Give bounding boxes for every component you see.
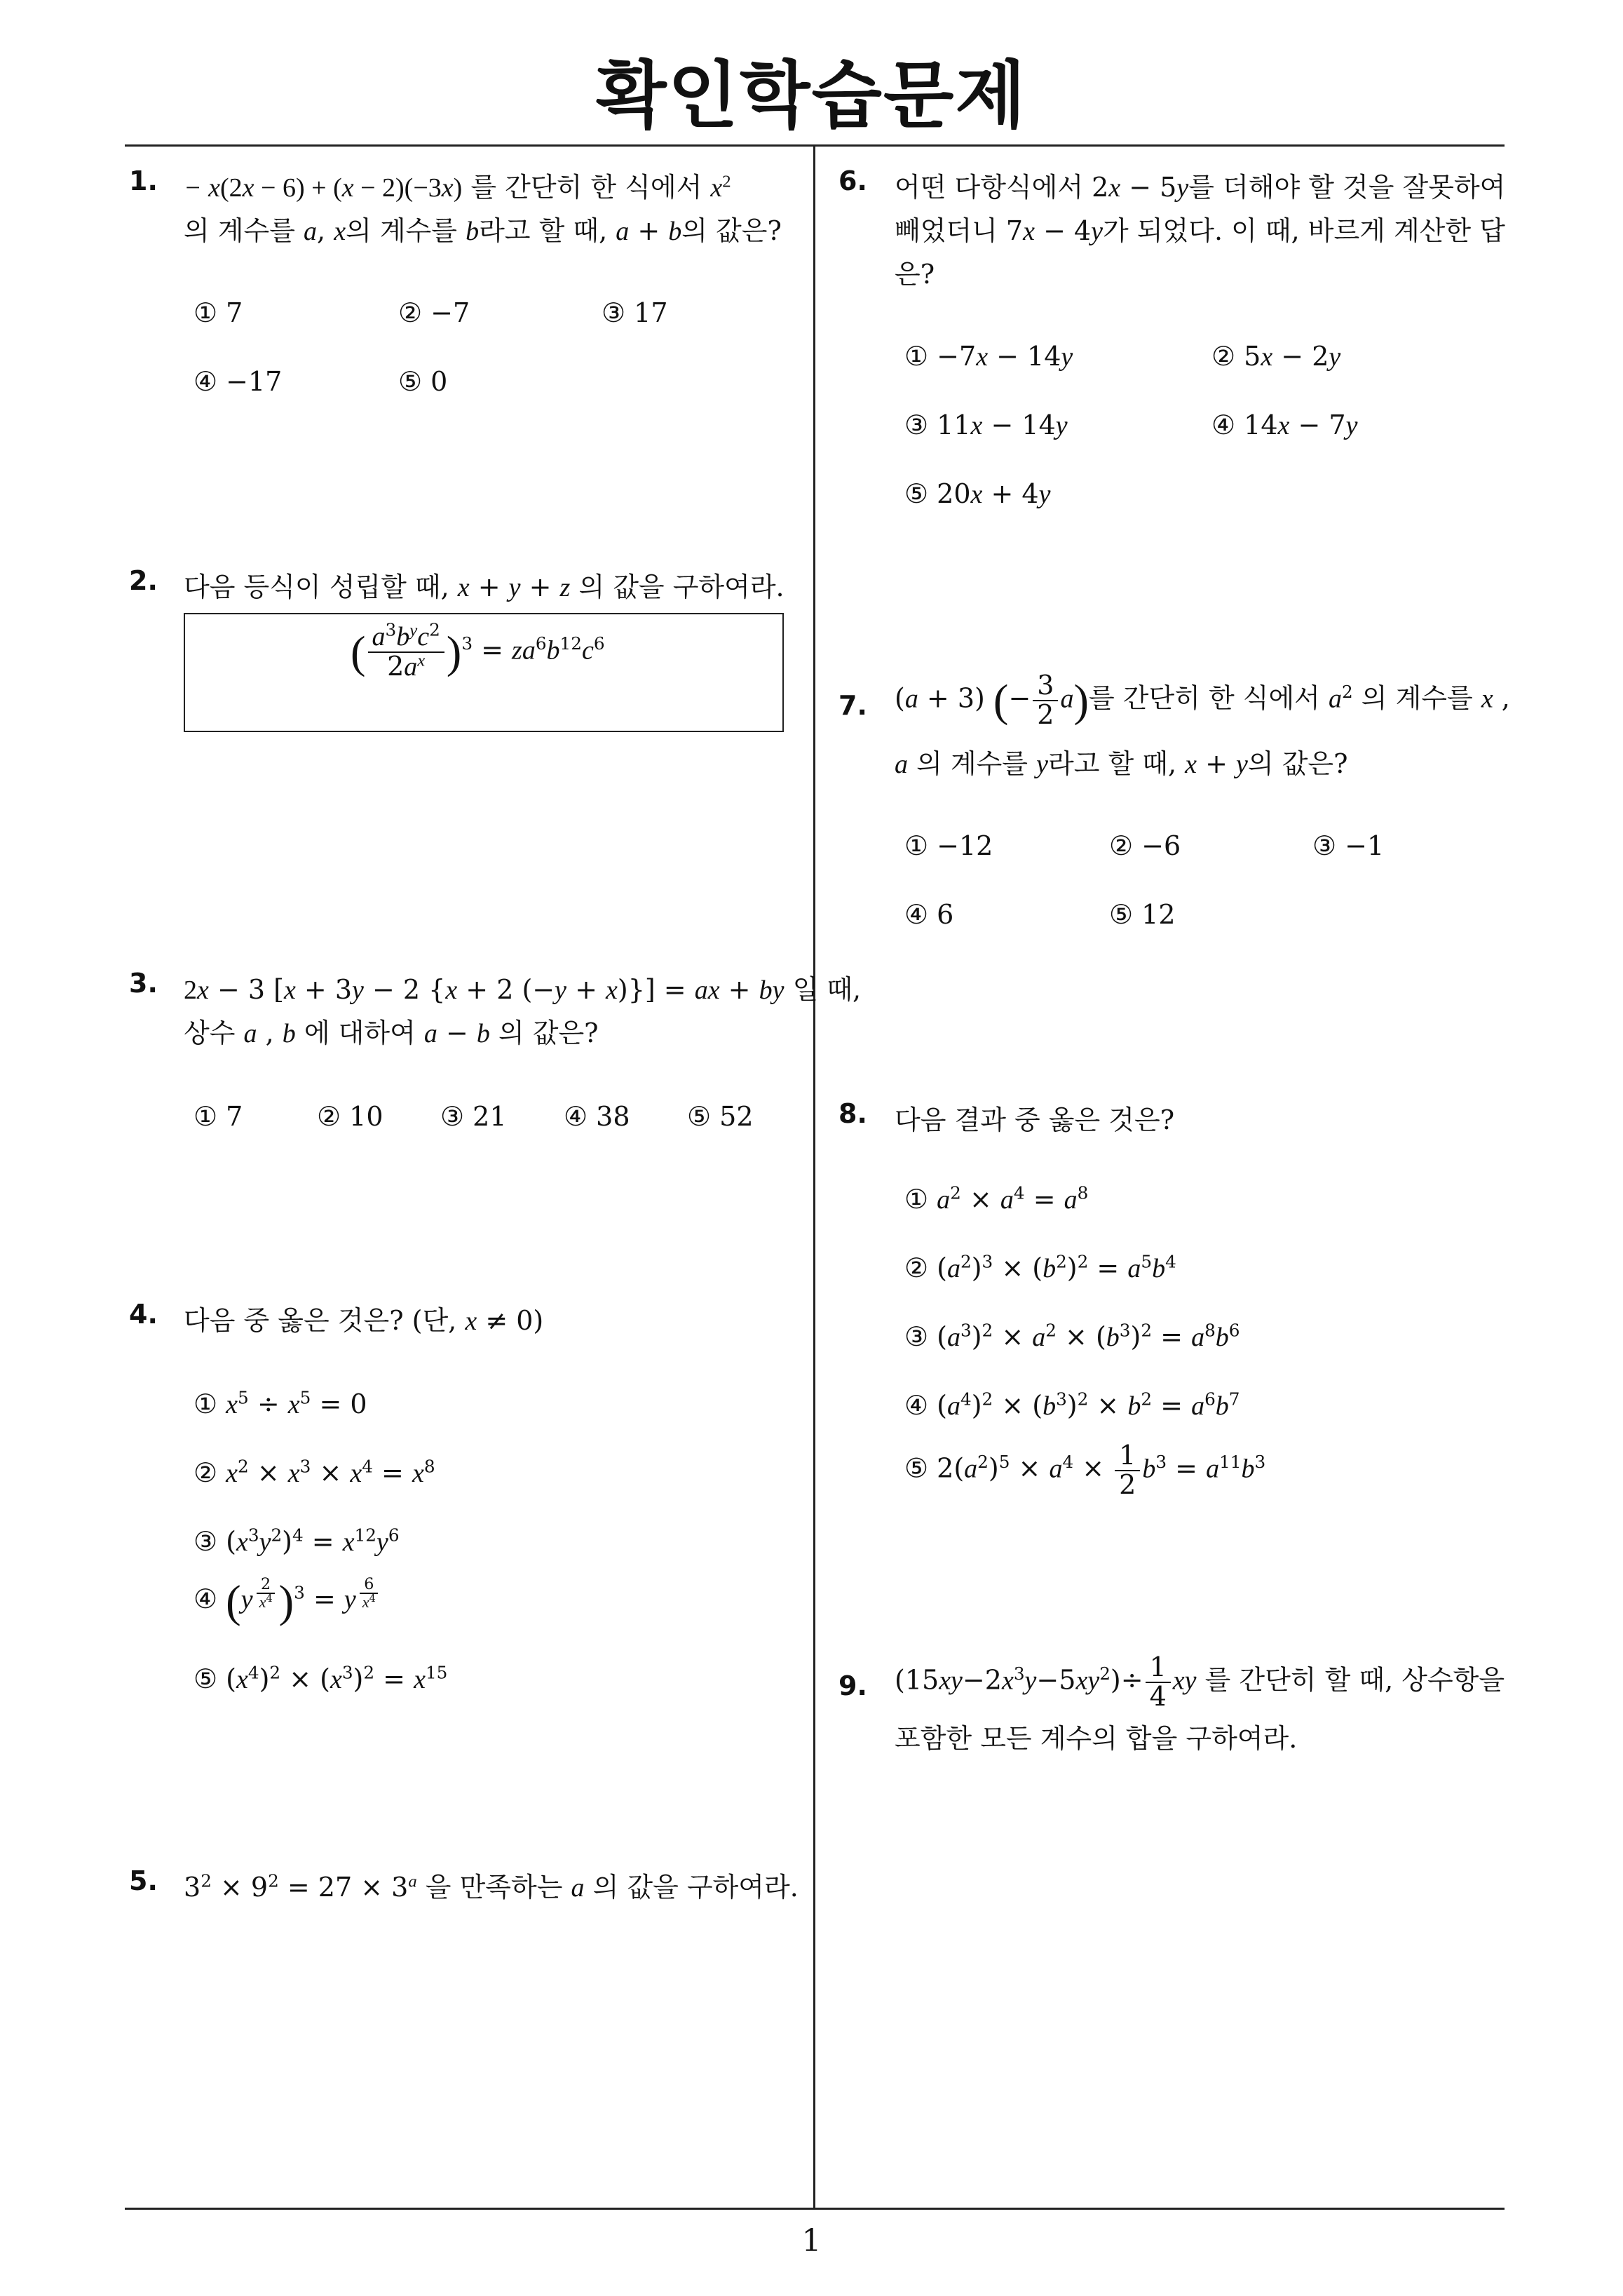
q4-option-3: ③ $(x^3y^2)^4 = x^{12}y^6$ bbox=[193, 1525, 400, 1557]
q2-line1: 다음 등식이 성립할 때, x + y + z 의 값을 구하여라. bbox=[184, 572, 785, 602]
q6-line3: 은? bbox=[895, 259, 935, 290]
q4-number: 4. bbox=[129, 1299, 158, 1330]
q1-expression: − x bbox=[184, 173, 221, 203]
q1-number: 1. bbox=[129, 166, 158, 196]
column-divider bbox=[813, 144, 815, 2208]
q2-number: 2. bbox=[129, 565, 158, 596]
q6-option-3: ③ 11x − 14y bbox=[904, 410, 1068, 440]
q4-option-4: ④ (y $^{\frac{2}{x^4}}$ )$^3$ = y $^{\frac{6}{x^4}}$ bbox=[193, 1575, 382, 1628]
q1-line2: 의 계수를 a, x의 계수를 b라고 할 때, a + b의 값은? bbox=[184, 215, 782, 246]
q3-option-5: ⑤ 52 bbox=[687, 1101, 754, 1132]
q1-option-2: ② −7 bbox=[398, 297, 470, 328]
q3-option-1: ① 7 bbox=[193, 1101, 243, 1132]
q4-option-2: ② $x^2 \times x^3 \times x^4 = x^8$ bbox=[193, 1456, 435, 1488]
q1-text1: 를 간단히 한 식에서 bbox=[470, 172, 702, 203]
q7-option-3: ③ −1 bbox=[1312, 830, 1385, 861]
q9-line1: $(15xy-2x^3y-5xy^2)\div$ $\frac{1}{4}$ xy 를 간단히 할 때, 상수항을 bbox=[895, 1652, 1505, 1712]
q6-option-4: ④ 14x − 7y bbox=[1211, 410, 1358, 440]
q8-option-2: ② $(a^2)^3 \times (b^2)^2 = a^5b^4$ bbox=[904, 1251, 1176, 1283]
q7-number: 7. bbox=[838, 690, 867, 721]
page-number: 1 bbox=[801, 2223, 822, 2259]
q1-option-4: ④ −17 bbox=[193, 366, 283, 397]
q5-line1: $3^2 \times 9^2 = 27 \times 3^a$ 을 만족하는 a 의 값을 구하여라. bbox=[184, 1870, 799, 1903]
q4-option-1: ① $x^5 \div x^5 = 0$ bbox=[193, 1387, 367, 1419]
q8-option-4: ④ $(a^4)^2 \times (b^3)^2 \times b^2 = a^6b^7$ bbox=[904, 1389, 1240, 1421]
q7-option-2: ② −6 bbox=[1109, 830, 1181, 861]
q1-option-5: ⑤ 0 bbox=[398, 366, 448, 397]
q6-option-2: ② 5x − 2y bbox=[1211, 341, 1341, 372]
q8-option-5: ⑤ $2(a^2)^5 \times a^4$ × $\frac{1}{2}$ $b^3 = a^{11}b^3$ bbox=[904, 1440, 1266, 1500]
q5-number: 5. bbox=[129, 1865, 158, 1896]
q6-option-5: ⑤ 20x + 4y bbox=[904, 478, 1051, 509]
q9-number: 9. bbox=[838, 1670, 867, 1701]
q3-option-4: ④ 38 bbox=[564, 1101, 630, 1132]
q7-line2: a 의 계수를 y라고 할 때, x + y의 값은? bbox=[895, 748, 1348, 779]
q6-number: 6. bbox=[838, 166, 867, 196]
q4-option-5: ⑤ $(x^4)^2 \times (x^3)^2 = x^{15}$ bbox=[193, 1662, 448, 1694]
q6-line2: 빼었더니 7x − 4y가 되었다. 이 때, 바르게 계산한 답 bbox=[895, 215, 1505, 246]
q7-line1: (a + 3) (− $\frac{3}{2}$ a)를 간단히 한 식에서 $a^2$ 의 계수를 x , bbox=[895, 670, 1510, 730]
q3-option-2: ② 10 bbox=[317, 1101, 383, 1132]
q7-option-4: ④ 6 bbox=[904, 899, 954, 930]
q8-option-1: ① $a^2 \times a^4 = a^8$ bbox=[904, 1182, 1089, 1215]
q3-line2: 상수 a , b 에 대하여 a − b 의 값은? bbox=[184, 1018, 599, 1048]
q1-line1: − x(2x − 6) + (x − 2)(−3x) 를 간단히 한 식에서 $x^2$ bbox=[184, 172, 731, 203]
q8-number: 8. bbox=[838, 1098, 867, 1129]
q8-line1: 다음 결과 중 옳은 것은? bbox=[895, 1105, 1175, 1135]
q3-line1: 2x − 3 [x + 3y − 2 {x + 2 (−y + x)}] = ax + by 일 때, bbox=[184, 974, 862, 1005]
q8-option-3: ③ $(a^3)^2 \times a^2 \times (b^3)^2 = a^8b^6$ bbox=[904, 1320, 1240, 1352]
q7-option-5: ⑤ 12 bbox=[1109, 899, 1176, 930]
page-title: 확인학습문제 bbox=[596, 53, 1027, 138]
q4-line1: 다음 중 옳은 것은? (단, x ≠ 0) bbox=[184, 1305, 544, 1336]
q6-option-1: ① −7x − 14y bbox=[904, 341, 1073, 372]
bottom-rule bbox=[125, 2208, 1505, 2210]
q3-option-3: ③ 21 bbox=[440, 1101, 507, 1132]
q1-option-3: ③ 17 bbox=[602, 297, 668, 328]
q3-number: 3. bbox=[129, 968, 158, 999]
q7-option-1: ① −12 bbox=[904, 830, 993, 861]
q2-equation: ( $\frac{a^3b^yc^2}{2a^x}$ )$^3 = za^6b^{12}c^6$ bbox=[351, 619, 605, 682]
q9-line2: 포함한 모든 계수의 합을 구하여라. bbox=[895, 1723, 1298, 1754]
q1-option-1: ① 7 bbox=[193, 297, 243, 328]
q6-line1: 어떤 다항식에서 2x − 5y를 더해야 할 것을 잘못하여 bbox=[895, 172, 1506, 203]
